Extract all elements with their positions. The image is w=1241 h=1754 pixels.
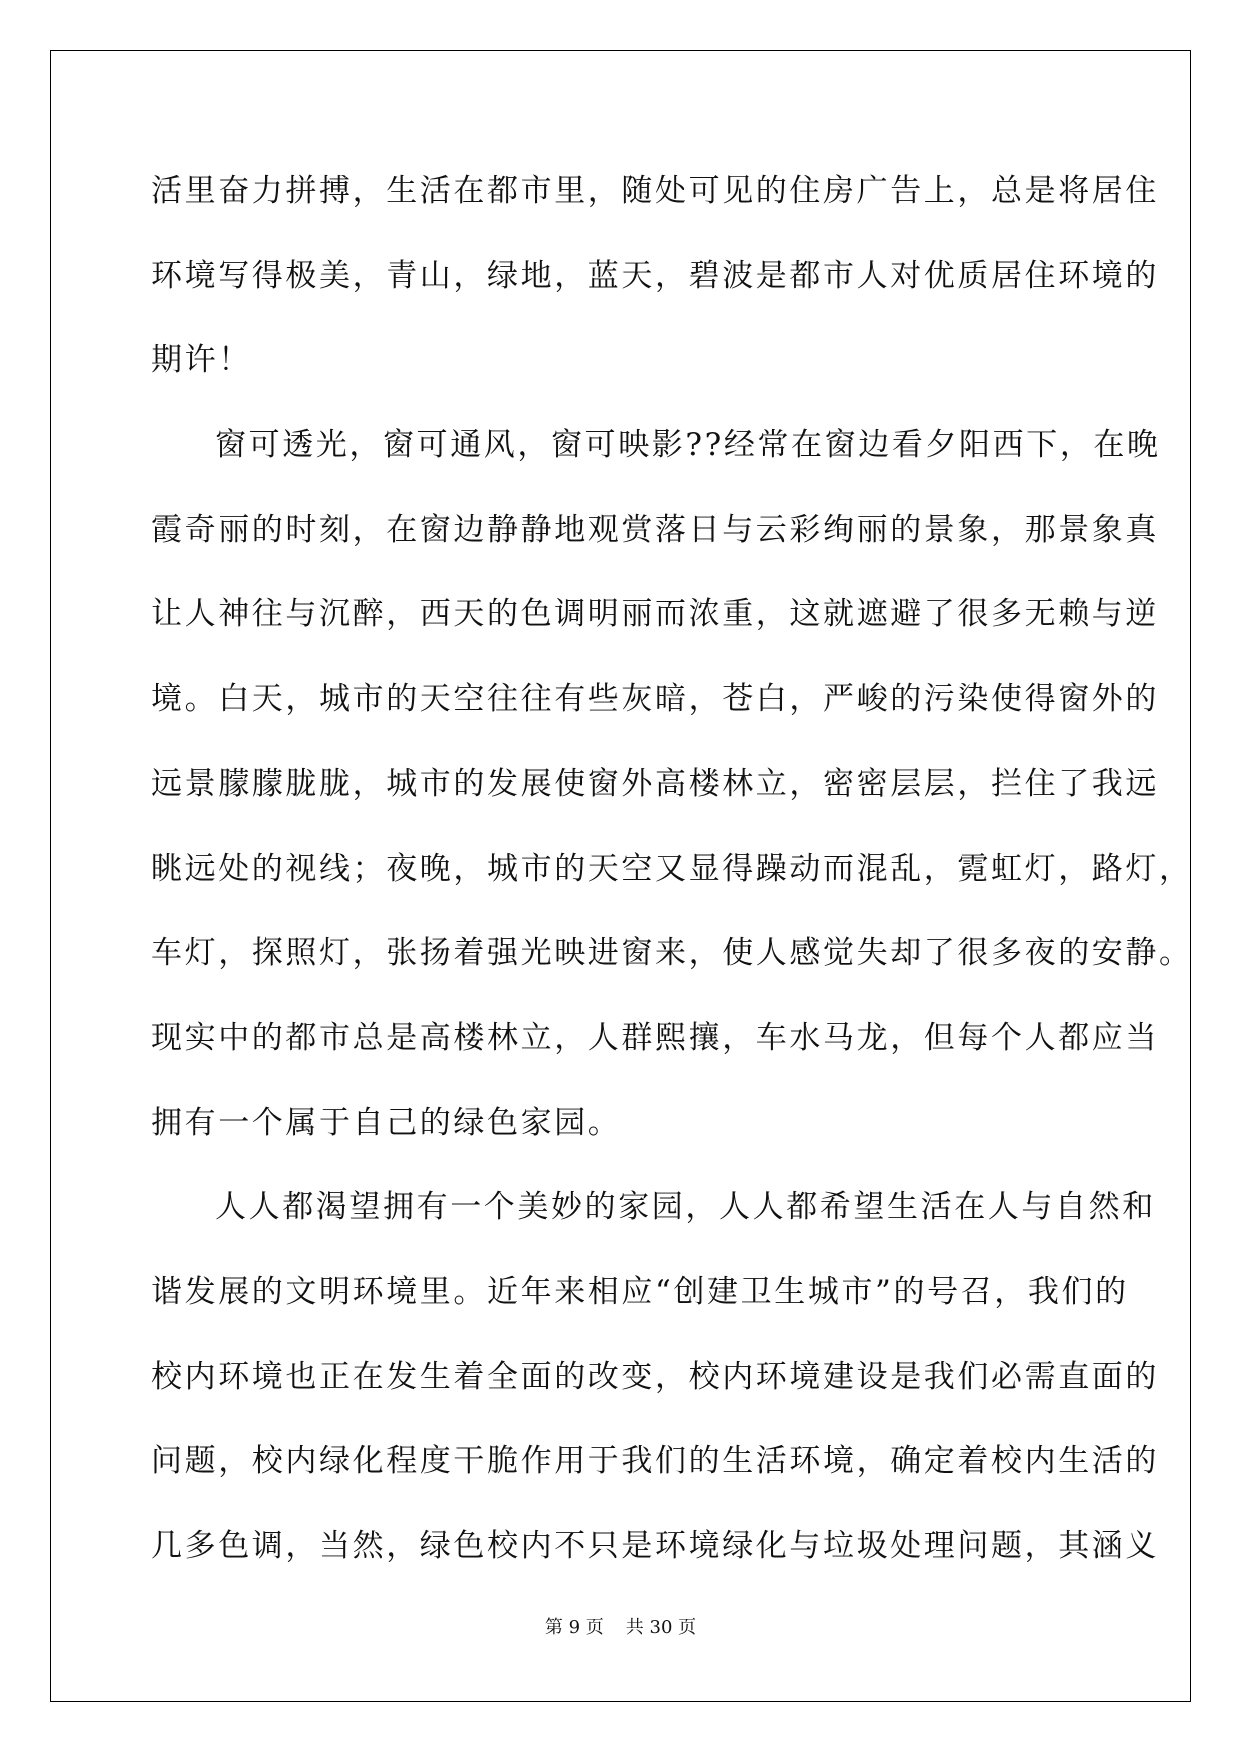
page-total: 共 30 页 — [625, 1617, 697, 1638]
text-line: 车灯，探照灯，张扬着强光映进窗来，使人感觉失却了很多夜的安静。 — [151, 935, 1193, 972]
text-line: 人人都渴望拥有一个美妙的家园，人人都希望生活在人与自然和 — [215, 1189, 1156, 1226]
page-number: 第 9 页 — [544, 1617, 604, 1638]
text-line: 环境写得极美，青山，绿地，蓝天，碧波是都市人对优质居住环境的 — [151, 257, 1159, 294]
text-line: 校内环境也正在发生着全面的改变，校内环境建设是我们必需直面的 — [151, 1358, 1159, 1395]
text-line: 谐发展的文明环境里。近年来相应“创建卫生城市”的号召，我们的 — [151, 1273, 1129, 1310]
text-line: 几多色调，当然，绿色校内不只是环境绿化与垃圾处理问题，其涵义 — [151, 1528, 1159, 1564]
text-line: 窗可透光，窗可通风，窗可映影??经常在窗边看夕阳西下，在晚 — [215, 427, 1161, 464]
text-line: 让人神往与沉醉，西天的色调明丽而浓重，这就遮避了很多无赖与逆 — [151, 596, 1159, 633]
text-line: 拥有一个属于自己的绿色家园。 — [151, 1104, 622, 1141]
text-line: 霞奇丽的时刻，在窗边静静地观赏落日与云彩绚丽的景象，那景象真 — [151, 511, 1159, 548]
text-line: 眺远处的视线；夜晚，城市的天空又显得躁动而混乱，霓虹灯，路灯， — [151, 850, 1193, 887]
text-line: 现实中的都市总是高楼林立，人群熙攘，车水马龙，但每个人都应当 — [151, 1019, 1159, 1056]
text-line: 活里奋力拼搏，生活在都市里，随处可见的住房广告上，总是将居住 — [151, 173, 1159, 209]
text-line: 问题，校内绿化程度干脆作用于我们的生活环境，确定着校内生活的 — [151, 1443, 1159, 1480]
text-line: 远景朦朦胧胧，城市的发展使窗外高楼林立，密密层层，拦住了我远 — [151, 765, 1159, 802]
document-body — [151, 163, 1193, 1603]
text-line: 境。白天，城市的天空往往有些灰暗，苍白，严峻的污染使得窗外的 — [151, 681, 1159, 718]
page-footer — [0, 1613, 1241, 1639]
text-line: 期许！ — [151, 342, 252, 379]
